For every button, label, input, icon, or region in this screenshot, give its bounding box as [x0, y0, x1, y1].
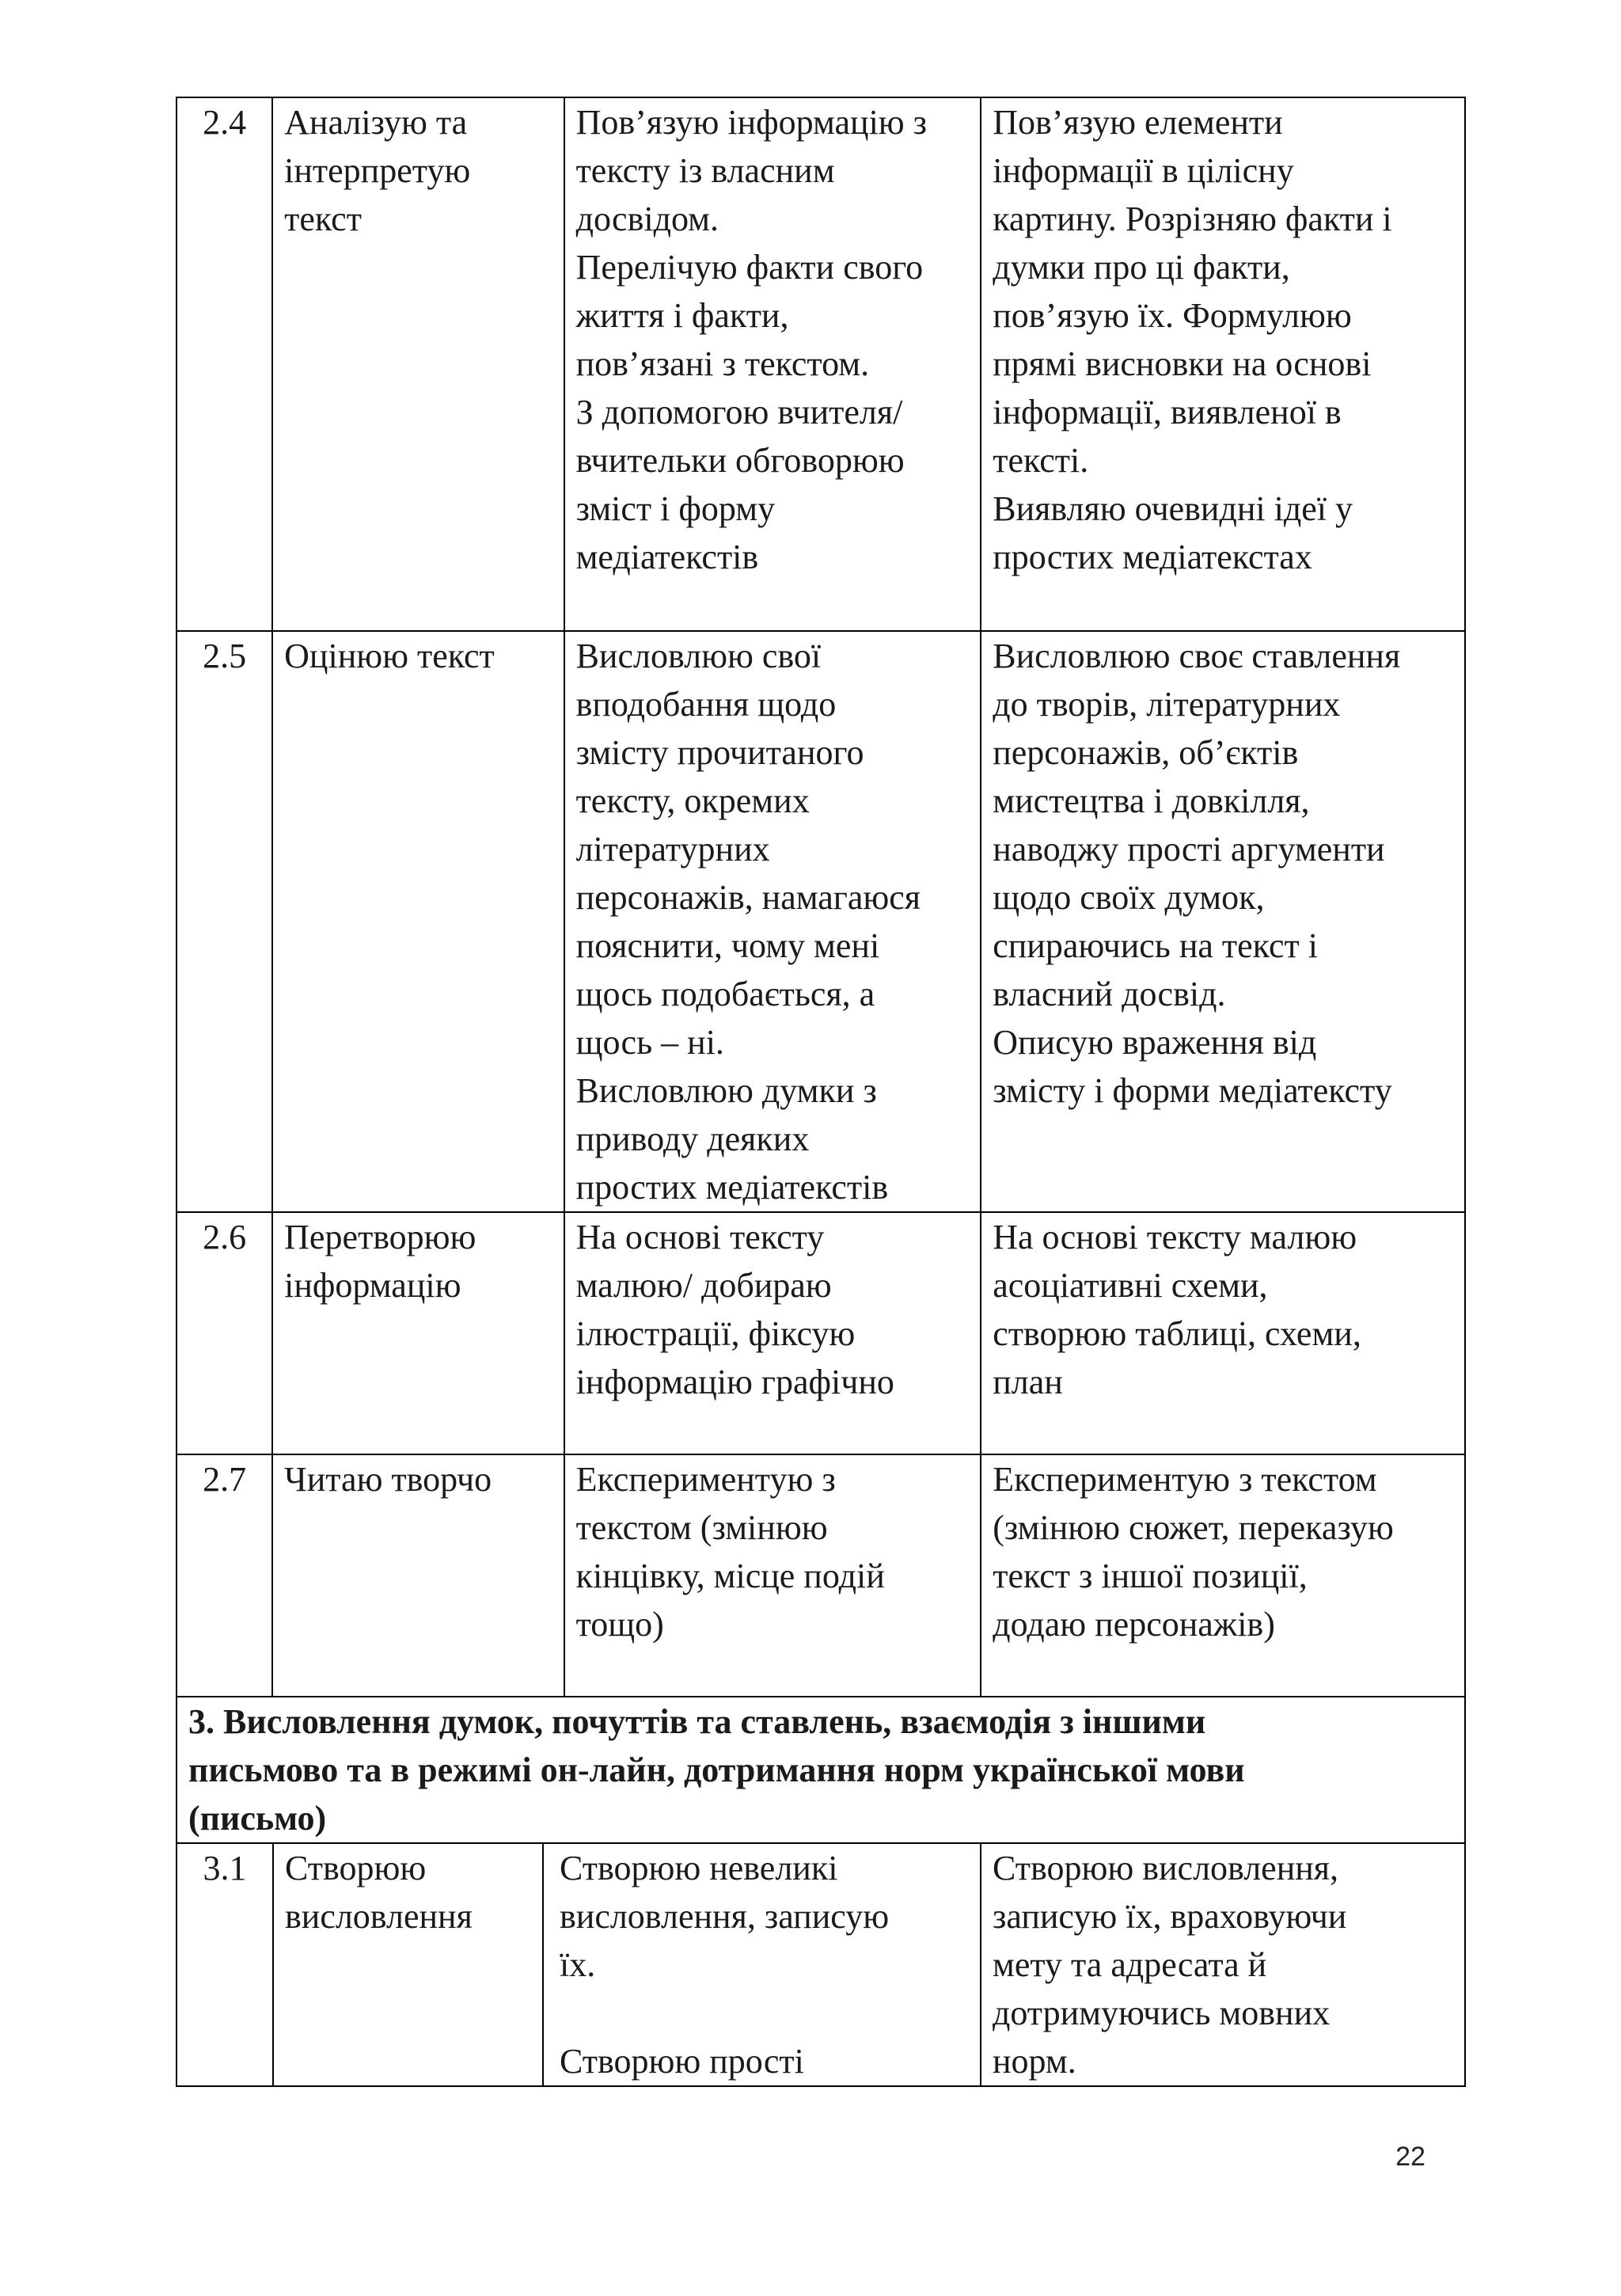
row-number: 2.7	[177, 1454, 272, 1697]
row-number: 3.1	[177, 1844, 273, 2085]
table-row	[177, 97, 1465, 631]
level-2-cell: Висловлюю своє ставлення до творів, літературних персонажів, об’єктів мистецтва і довкілля, наводжу прості аргументи щодо своїх думок, спираючись на текст і власний досвід. Описую враження від змісту і форми медіатексту	[981, 631, 1465, 1212]
skill-cell: Аналізую та інтерпретую текст	[272, 97, 564, 631]
level-2-cell: Створюю висловлення, записую їх, враховуючи мету та адресата й дотримуючись мовних норм.	[993, 1849, 1347, 2081]
level-2-cell: Експериментую з текстом (змінюю сюжет, переказую текст з іншої позиції, додаю персонажів)	[981, 1454, 1465, 1697]
page-number: 22	[1395, 2142, 1425, 2172]
table-row	[177, 631, 1465, 1212]
level-1-cell: Експериментую з текстом (змінюю кінцівку, місце подій тощо)	[564, 1454, 981, 1697]
row-number: 2.5	[177, 631, 272, 1212]
row-number: 2.6	[177, 1212, 272, 1454]
level-2-cell: Пов’язую елементи інформації в цілісну картину. Розрізняю факти і думки про ці факти, пов’язую їх. Формулюю прямі висновки на основі інформації, виявленої в тексті. Виявляю очевидні ідеї у простих медіатекстах	[981, 97, 1465, 631]
section-header-row	[177, 1697, 1465, 1843]
level-1-cell: Пов’язую інформацію з тексту із власним досвідом. Перелічую факти свого життя і факти, пов’язані з текстом. З допомогою вчителя/ вчительки обговорюю зміст і форму медіатекстів	[564, 97, 981, 631]
table-row	[177, 1454, 1465, 1697]
table-row	[177, 1212, 1465, 1454]
level-1-cell: Висловлюю свої вподобання щодо змісту прочитаного тексту, окремих літературних персонажів, намагаюся пояснити, чому мені щось подобається, а щось – ні. Висловлюю думки з приводу деяких простих медіатекстів	[564, 631, 981, 1212]
section-header: 3. Висловлення думок, почуттів та ставлень, взаємодія з іншими письмово та в режимі он-лайн, дотримання норм української мови (письмо)	[177, 1697, 1465, 1843]
row-number: 2.4	[177, 97, 272, 631]
table-row	[177, 1843, 1465, 2086]
skill-cell: Перетворюю інформацію	[272, 1212, 564, 1454]
skill-cell: Створюю висловлення	[273, 1844, 543, 2085]
row-3-1-table	[177, 1844, 1464, 2085]
level-1-cell: На основі тексту малюю/ добираю ілюстрації, фіксую інформацію графічно	[564, 1212, 981, 1454]
competency-table	[176, 97, 1466, 2087]
skill-cell: Оцінюю текст	[272, 631, 564, 1212]
level-2-cell: На основі тексту малюю асоціативні схеми, створюю таблиці, схеми, план	[981, 1212, 1465, 1454]
skill-cell: Читаю творчо	[272, 1454, 564, 1697]
level-1-cell: Створюю невеликі висловлення, записую їх. Створюю прості	[543, 1844, 981, 2085]
